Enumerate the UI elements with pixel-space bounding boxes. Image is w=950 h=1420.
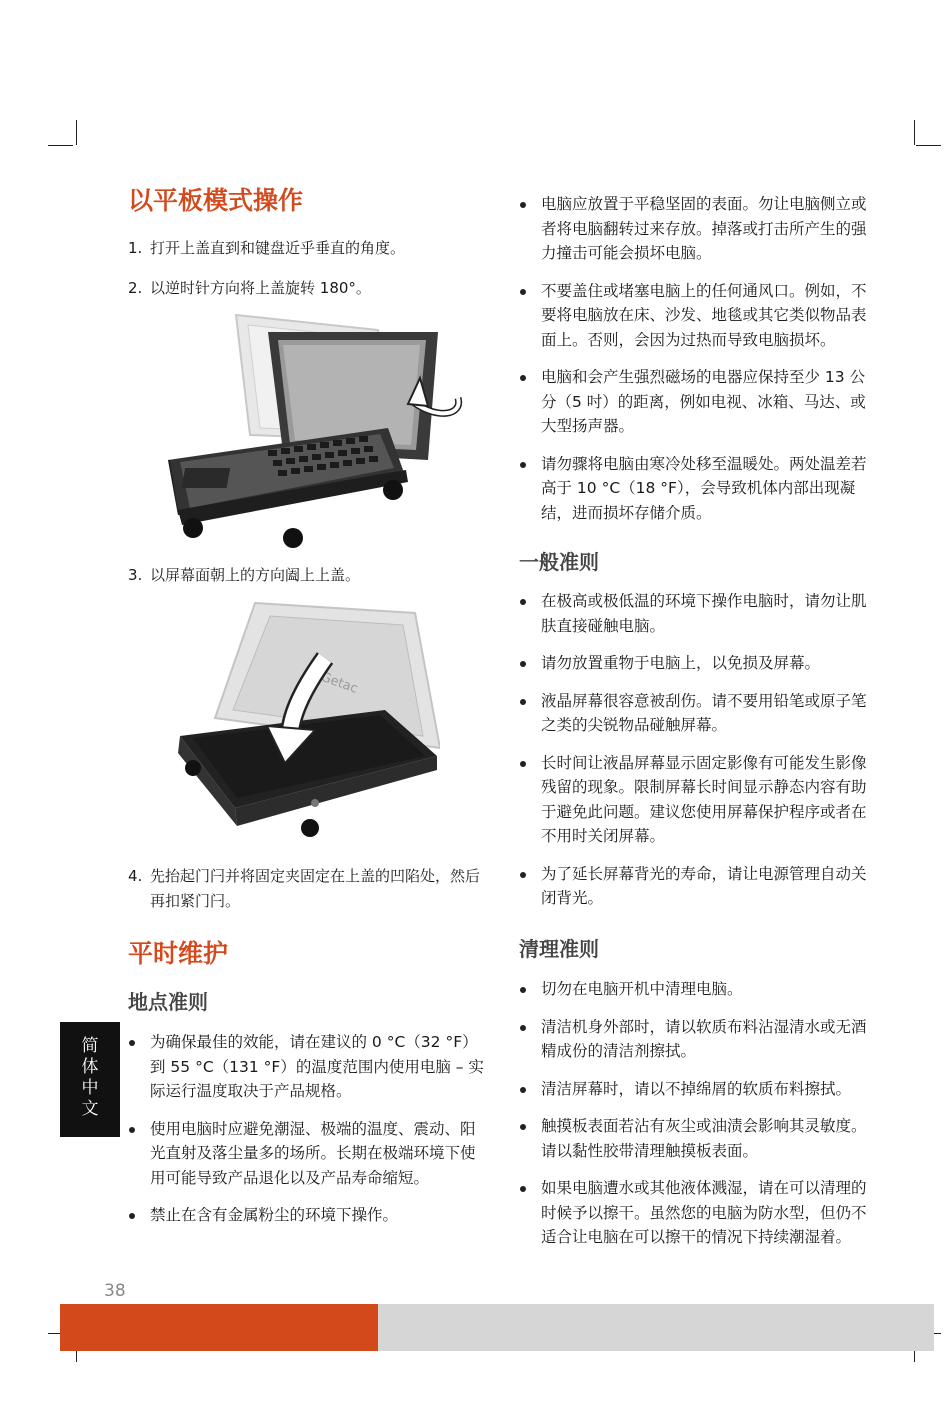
- list-item-text: 切勿在电脑开机中清理电脑。: [541, 980, 743, 998]
- list-item-text: 液晶屏幕很容意被刮伤。请不要用铅笔或原子笔之类的尖锐物品碰触屏幕。: [541, 691, 867, 734]
- section-title-tablet-mode: 以平板模式操作: [128, 186, 304, 215]
- list-item-text: 在极高或极低温的环境下操作电脑时，请勿让肌肤直接碰触电脑。: [541, 592, 867, 635]
- list-item: [519, 977, 879, 1002]
- list-item-text: 电脑和会产生强烈磁场的电器应保持至少 13 公分（5 吋）的距离，例如电视、冰箱、马达、或大型扬声器。: [541, 368, 866, 435]
- list-item-text: 不要盖住或堵塞电脑上的任何通风口。例如，不要将电脑放在床、沙发、地毯或其它类似物品表面上。否则，会因为过热而导致电脑损坏。: [541, 281, 867, 349]
- list-item-text: 触摸板表面若沾有灰尘或油渍会影响其灵敏度。请以黏性胶带清理触摸板表面。: [541, 1117, 867, 1160]
- list-item: [519, 452, 879, 526]
- list-item-text: 如果电脑遭水或其他液体溅湿，请在可以清理的时候予以擦干。虽然您的电脑为防水型，但仍不适合让电脑在可以擦干的情况下持续潮湿着。: [541, 1179, 867, 1246]
- list-item: [519, 279, 879, 353]
- bullet-icon: [520, 661, 526, 667]
- bullet-icon: [520, 599, 526, 605]
- list-item: [128, 1203, 488, 1228]
- subsection-title-cleaning: 清理准则: [519, 937, 599, 961]
- step-item: [128, 563, 488, 588]
- bullet-icon: [520, 1087, 526, 1093]
- laptop-close-illustration: [175, 598, 440, 838]
- location-guidelines-list: [128, 1030, 488, 1241]
- list-item-text: 清洁屏幕时，请以不掉绵屑的软质布料擦拭。: [541, 1079, 852, 1098]
- bullet-icon: [129, 1213, 135, 1219]
- step-item: [128, 236, 488, 261]
- step-text: 打开上盖直到和键盘近乎垂直的角度。: [150, 239, 406, 257]
- list-item: [519, 1015, 879, 1064]
- step-text: 先抬起门闩并将固定夹固定在上盖的凹陷处，然后再扣紧门闩。: [150, 867, 481, 910]
- list-item: [519, 192, 879, 266]
- bullet-icon: [520, 1025, 526, 1031]
- bullet-icon: [520, 1124, 526, 1130]
- list-item: [519, 751, 879, 849]
- language-tab-label: 简体中文: [81, 1036, 99, 1119]
- list-item-text: 请勿放置重物于电脑上，以免损及屏幕。: [541, 654, 821, 672]
- footer-bar-accent: [60, 1304, 378, 1351]
- step-text: 以屏幕面朝上的方向阖上上盖。: [150, 566, 361, 584]
- step-number: 1.: [128, 239, 143, 257]
- list-item-text: 请勿骤将电脑由寒冷处移至温暖处。两处温差若高于 10 °C（18 °F），会导致机体内部出现凝结，进而损坏存储介质。: [541, 454, 867, 522]
- general-guidelines-list: [519, 589, 879, 924]
- bullet-icon: [129, 1127, 135, 1133]
- language-tab: [60, 1022, 120, 1137]
- list-item: [519, 1176, 879, 1250]
- step-text: 以逆时针方向将上盖旋转 180°。: [150, 279, 371, 297]
- step-number: 2.: [128, 279, 143, 297]
- bullet-icon: [129, 1040, 135, 1046]
- list-item: [519, 1114, 879, 1163]
- subsection-title-location: 地点准则: [128, 990, 208, 1014]
- brand-logo-text: Getac: [318, 669, 360, 697]
- list-item: [519, 589, 879, 638]
- bullet-icon: [520, 462, 526, 468]
- step-number: 3.: [128, 566, 143, 584]
- crop-mark: [916, 145, 941, 146]
- list-item: [519, 365, 879, 439]
- list-item-text: 清洁机身外部时，请以软质布料沾湿清水或无酒精成份的清洁剂擦拭。: [541, 1017, 867, 1060]
- bullet-icon: [520, 202, 526, 208]
- page-number: 38: [104, 1281, 126, 1301]
- crop-mark: [48, 145, 73, 146]
- step-number: 4.: [128, 867, 143, 885]
- step-item: [128, 276, 488, 301]
- list-item: [519, 651, 879, 676]
- bullet-icon: [520, 987, 526, 993]
- list-item: [519, 689, 879, 738]
- bullet-icon: [520, 699, 526, 705]
- bullet-icon: [520, 761, 526, 767]
- bullet-icon: [520, 375, 526, 381]
- list-item-text: 使用电脑时应避免潮湿、极端的温度、震动、阳光直射及落尘量多的场所。长期在极端环境下使用可能导致产品退化以及产品寿命缩短。: [150, 1119, 476, 1187]
- footer-bar-grey: [378, 1304, 934, 1351]
- list-item: [128, 1117, 488, 1191]
- section-title-maintenance: 平时维护: [128, 939, 229, 968]
- list-item: [519, 1077, 879, 1102]
- cleaning-guidelines-list: [519, 977, 879, 1263]
- crop-mark: [76, 120, 77, 145]
- location-guidelines-list-continued: [519, 192, 879, 538]
- list-item-text: 禁止在含有金属粉尘的环境下操作。: [150, 1206, 399, 1224]
- bullet-icon: [520, 872, 526, 878]
- list-item-text: 电脑应放置于平稳坚固的表面。勿让电脑侧立或者将电脑翻转过来存放。掉落或打击所产生的强力撞击可能会损坏电脑。: [541, 195, 867, 262]
- bullet-icon: [520, 289, 526, 295]
- list-item: [128, 1030, 488, 1104]
- crop-mark: [914, 120, 915, 145]
- subsection-title-general: 一般准则: [519, 550, 599, 574]
- bullet-icon: [520, 1186, 526, 1192]
- step-item: [128, 864, 488, 914]
- list-item-text: 为了延长屏幕背光的寿命，请让电源管理自动关闭背光。: [541, 864, 867, 907]
- list-item-text: 长时间让液晶屏幕显示固定影像有可能发生影像残留的现象。限制屏幕长时间显示静态内容有助于避免此问题。建议您使用屏幕保护程序或者在不用时关闭屏幕。: [541, 753, 867, 845]
- list-item-text: 为确保最佳的效能，请在建议的 0 °C（32 °F）到 55 °C（131 °F）的温度范围内使用电脑 – 实际运行温度取决于产品规格。: [150, 1033, 484, 1100]
- list-item: [519, 862, 879, 911]
- laptop-rotate-illustration: [158, 310, 468, 555]
